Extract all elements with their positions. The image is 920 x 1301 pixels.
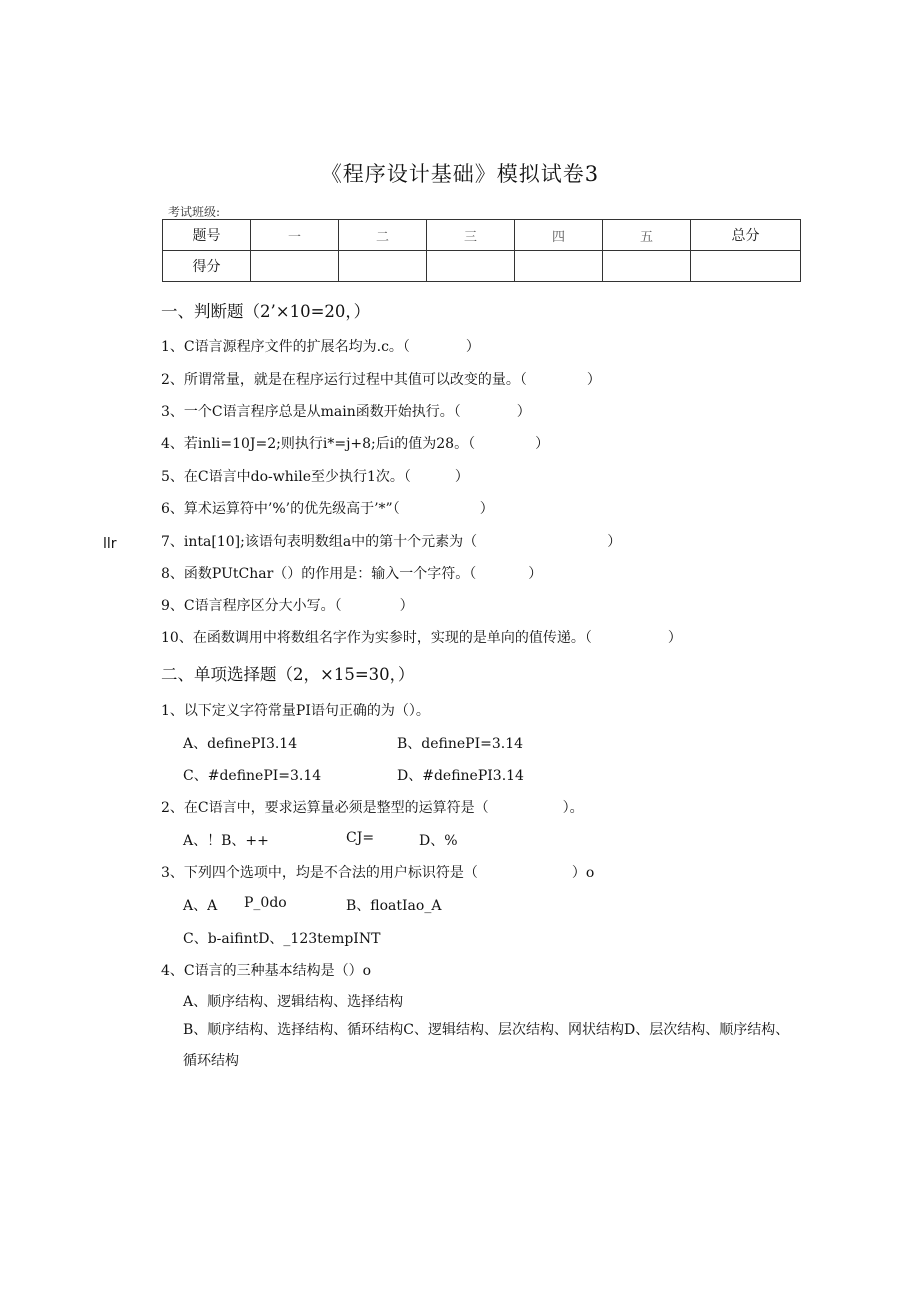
choice-4-options-bcd: B、顺序结构、选择结构、循环结构C、逻辑结构、层次结构、网状结构D、层次结构、顺序结构、循环结构 [183, 1022, 790, 1069]
judge-question-10 [161, 627, 682, 647]
choice-2-option-ab: A、！B、++ [183, 833, 269, 849]
judge-question-close: ） [586, 372, 601, 388]
judge-question-9 [161, 595, 414, 615]
score-cell-4 [515, 251, 603, 282]
judge-question-text: 7、inta[10];该语句表明数组a中的第十个元素为（ [161, 534, 478, 550]
choice-question-1-stem: 1、以下定义字符常量PI语句正确的为（）。 [161, 703, 430, 719]
judge-question-3 [161, 401, 531, 421]
judge-question-close: ） [667, 630, 682, 646]
judge-question-1 [161, 336, 480, 356]
judge-question-text: 3、一个C语言程序总是从main函数开始执行。（ [161, 404, 461, 420]
score-cell-1 [251, 251, 339, 282]
judge-question-2 [161, 369, 601, 389]
judge-question-text: 10、在函数调用中将数组名字作为实参时，实现的是单向的值传递。（ [161, 630, 592, 646]
exam-class-label: 考试班级: [168, 205, 221, 219]
judge-question-close: ） [607, 534, 622, 550]
judge-question-5 [161, 466, 469, 486]
section-1-header: 一 [251, 220, 339, 251]
score-table-header-row [163, 220, 801, 251]
section-2-heading: 二、单项选择题（2，×15=30，） [161, 665, 415, 684]
choice-3-option-a: A、A [183, 898, 218, 914]
judge-question-text: 1、C语言源程序文件的扩展名均为.c。（ [161, 339, 410, 355]
section-5-header: 五 [603, 220, 691, 251]
judge-question-text: 9、C语言程序区分大小写。（ [161, 598, 342, 614]
judge-question-close: ） [454, 469, 469, 485]
choice-question-4-stem: 4、C语言的三种基本结构是（）o [161, 963, 372, 979]
judge-question-6 [161, 498, 494, 518]
choice-1-option-c: C、#definePI=3.14 [183, 768, 322, 784]
choice-question-2-stem [161, 797, 584, 817]
choice-question-3-text: 3、下列四个选项中，均是不合法的用户标识符是（ [161, 865, 478, 881]
choice-1-option-d: D、#definePI3.14 [397, 768, 524, 784]
choice-2-option-d: D、% [419, 833, 458, 849]
choice-question-3-stem [161, 862, 594, 882]
section-1-heading: 一、判断题（2’×10=20，） [161, 302, 371, 321]
choice-question-2-close: ）。 [562, 800, 584, 816]
judge-question-7 [161, 531, 621, 551]
judge-question-8 [161, 563, 542, 583]
section-4-header: 四 [515, 220, 603, 251]
score-row-label: 得分 [163, 251, 251, 282]
choice-3-option-a-value: P_0do [244, 895, 287, 911]
choice-question-3-close: ）o [571, 865, 595, 881]
judge-question-text: 6、算术运算符中’%’的优先级高于’*”（ [161, 501, 400, 517]
judge-question-text: 4、若inli=10J=2;则执行i*=j+8;后i的值为28。（ [161, 436, 476, 452]
judge-question-close: ） [399, 598, 414, 614]
question-number-header: 题号 [163, 220, 251, 251]
judge-question-close: ） [535, 436, 550, 452]
judge-question-text: 2、所谓常量，就是在程序运行过程中其值可以改变的量。（ [161, 372, 527, 388]
section-2-header: 二 [339, 220, 427, 251]
exam-title: 《程序设计基础》模拟试卷3 [320, 162, 600, 186]
score-table [162, 219, 801, 282]
choice-3-option-cd: C、b-aifintD、_123tempINT [183, 931, 381, 947]
choice-2-option-c: CJ= [346, 830, 375, 846]
section-3-header: 三 [427, 220, 515, 251]
choice-4-option-a: A、顺序结构、逻辑结构、选择结构 [183, 994, 404, 1010]
score-cell-3 [427, 251, 515, 282]
choice-1-option-a: A、definePI3.14 [183, 736, 298, 752]
judge-question-close: ） [516, 404, 531, 420]
score-table-score-row [163, 251, 801, 282]
score-cell-5 [603, 251, 691, 282]
judge-question-close: ） [479, 501, 494, 517]
choice-question-2-text: 2、在C语言中，要求运算量必须是整型的运算符是（ [161, 800, 489, 816]
margin-mark: llr [103, 536, 117, 552]
choice-1-option-b: B、definePI=3.14 [397, 736, 524, 752]
judge-question-close: ） [465, 339, 480, 355]
score-cell-total [691, 251, 801, 282]
judge-question-text: 5、在C语言中do-while至少执行1次。（ [161, 469, 411, 485]
total-score-header: 总分 [691, 220, 801, 251]
score-cell-2 [339, 251, 427, 282]
judge-question-4 [161, 433, 549, 453]
judge-question-text: 8、函数PUtChar（）的作用是：输入一个字符。（ [161, 566, 477, 582]
judge-question-close: ） [528, 566, 543, 582]
choice-3-option-b: B、floatIao_A [346, 898, 442, 914]
